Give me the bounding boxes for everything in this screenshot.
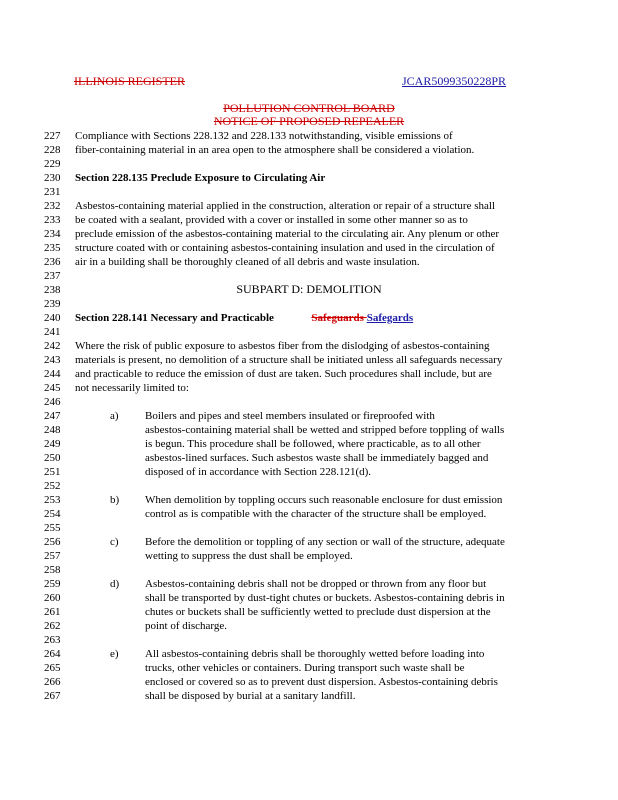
line-number: 253 bbox=[44, 494, 61, 506]
item-label: d) bbox=[110, 578, 120, 590]
line-number: 237 bbox=[44, 270, 61, 282]
line-number: 230 bbox=[44, 172, 61, 184]
line-number: 239 bbox=[44, 298, 61, 310]
line-number: 262 bbox=[44, 620, 61, 632]
list-item-text: is begun. This procedure shall be followed, where practicable, as to all other bbox=[145, 438, 481, 450]
list-item-text: chutes or buckets shall be sufficiently wetted to preclude dust dispersion at the bbox=[145, 606, 491, 618]
board-title: POLLUTION CONTROL BOARD bbox=[223, 101, 395, 115]
notice-title: NOTICE OF PROPOSED REPEALER bbox=[213, 114, 405, 128]
list-item-text: control as is compatible with the character of the structure shall be employed. bbox=[145, 508, 487, 520]
line-number: 242 bbox=[44, 340, 61, 352]
line-number: 255 bbox=[44, 522, 61, 534]
body-text: structure coated with or containing asbestos-containing insulation and used in the circulation of bbox=[75, 242, 495, 254]
line-number: 236 bbox=[44, 256, 61, 268]
line-number: 251 bbox=[44, 466, 61, 478]
body-text: Where the risk of public exposure to asbestos fiber from the dislodging of asbestos-containing bbox=[75, 340, 490, 352]
list-item-text: wetting to suppress the dust shall be employed. bbox=[145, 550, 353, 562]
list-item-text: point of discharge. bbox=[145, 620, 227, 632]
body-text: Asbestos-containing material applied in the construction, alteration or repair of a structure shall bbox=[75, 200, 496, 212]
list-item-text: trucks, other vehicles or containers. During transport such waste shall be bbox=[145, 662, 465, 674]
line-number: 232 bbox=[44, 200, 61, 212]
list-item-text: shall be transported by dust-tight chutes or buckets. Asbestos-containing debris in bbox=[145, 592, 505, 604]
body-text: air in a building shall be thoroughly cleaned of all debris and waste insulation. bbox=[75, 256, 420, 268]
body-text: not necessarily limited to: bbox=[75, 382, 189, 394]
body-text: fiber-containing material in an area open to the atmosphere shall be considered a violation. bbox=[75, 144, 475, 156]
body-text: materials is present, no demolition of a structure shall be initiated unless all safeguards necessary bbox=[75, 354, 503, 366]
list-item-text: When demolition by toppling occurs such reasonable enclosure for dust emission bbox=[145, 494, 503, 506]
subpart-heading: SUBPART D: DEMOLITION bbox=[236, 282, 382, 296]
line-number: 243 bbox=[44, 354, 61, 366]
body-text: be coated with a sealant, provided with a cover or installed in some other manner so as to bbox=[75, 214, 468, 226]
section-heading-text: Section 228.141 Necessary and Practicable bbox=[75, 312, 274, 324]
line-number: 267 bbox=[44, 690, 61, 702]
list-item-text: asbestos-lined surfaces. Such asbestos waste shall be immediately bagged and bbox=[145, 452, 489, 464]
list-item-text: All asbestos-containing debris shall be thoroughly wetted before loading into bbox=[145, 648, 485, 660]
line-number: 247 bbox=[44, 410, 61, 422]
line-number: 228 bbox=[44, 144, 61, 156]
item-label: c) bbox=[110, 536, 119, 548]
line-number: 256 bbox=[44, 536, 61, 548]
list-item-text: asbestos-containing material shall be wetted and stripped before toppling of walls bbox=[145, 424, 505, 436]
line-number: 260 bbox=[44, 592, 61, 604]
body-text: and practicable to reduce the emission of dust are taken. Such procedures shall include, but are bbox=[75, 368, 492, 380]
line-number: 246 bbox=[44, 396, 61, 408]
line-number: 238 bbox=[44, 284, 61, 296]
line-number: 263 bbox=[44, 634, 61, 646]
item-label: a) bbox=[110, 410, 119, 422]
line-number: 227 bbox=[44, 130, 61, 142]
deleted-text: Safeguards bbox=[311, 312, 367, 324]
line-number: 261 bbox=[44, 606, 61, 618]
line-number: 244 bbox=[44, 368, 61, 380]
item-label: e) bbox=[110, 648, 119, 660]
line-number: 250 bbox=[44, 452, 61, 464]
list-item-text: Before the demolition or toppling of any section or wall of the structure, adequate bbox=[145, 536, 505, 548]
inserted-text: Safegards bbox=[366, 312, 414, 324]
line-number: 245 bbox=[44, 382, 61, 394]
line-number: 229 bbox=[44, 158, 61, 170]
line-number: 231 bbox=[44, 186, 61, 198]
line-number: 234 bbox=[44, 228, 61, 240]
body-text: Compliance with Sections 228.132 and 228.133 notwithstanding, visible emissions of bbox=[75, 130, 453, 142]
section-heading: Section 228.135 Preclude Exposure to Circulating Air bbox=[75, 172, 326, 184]
line-number: 249 bbox=[44, 438, 61, 450]
line-number: 265 bbox=[44, 662, 61, 674]
list-item-text: enclosed or covered so as to prevent dust dispersion. Asbestos-containing debris bbox=[145, 676, 498, 688]
register-header: ILLINOIS REGISTER bbox=[74, 74, 185, 88]
line-number: 240 bbox=[44, 312, 61, 324]
list-item-text: Asbestos-containing debris shall not be dropped or thrown from any floor but bbox=[145, 578, 487, 590]
line-number: 257 bbox=[44, 550, 61, 562]
line-number: 235 bbox=[44, 242, 61, 254]
line-number: 266 bbox=[44, 676, 61, 688]
line-number: 233 bbox=[44, 214, 61, 226]
line-number: 248 bbox=[44, 424, 61, 436]
line-number: 254 bbox=[44, 508, 61, 520]
line-number: 264 bbox=[44, 648, 61, 660]
line-number: 241 bbox=[44, 326, 61, 338]
list-item-text: shall be disposed by burial at a sanitary landfill. bbox=[145, 690, 356, 702]
section-heading bbox=[75, 311, 413, 325]
item-label: b) bbox=[110, 494, 120, 506]
body-text: preclude emission of the asbestos-containing material to the circulating air. Any plenum or other bbox=[75, 228, 499, 240]
line-number: 258 bbox=[44, 564, 61, 576]
line-number: 252 bbox=[44, 480, 61, 492]
list-item-text: Boilers and pipes and steel members insulated or fireproofed with bbox=[145, 410, 435, 422]
list-item-text: disposed of in accordance with Section 228.121(d). bbox=[145, 466, 372, 478]
line-number: 259 bbox=[44, 578, 61, 590]
document-id-link[interactable]: JCAR5099350228PR bbox=[402, 74, 507, 88]
